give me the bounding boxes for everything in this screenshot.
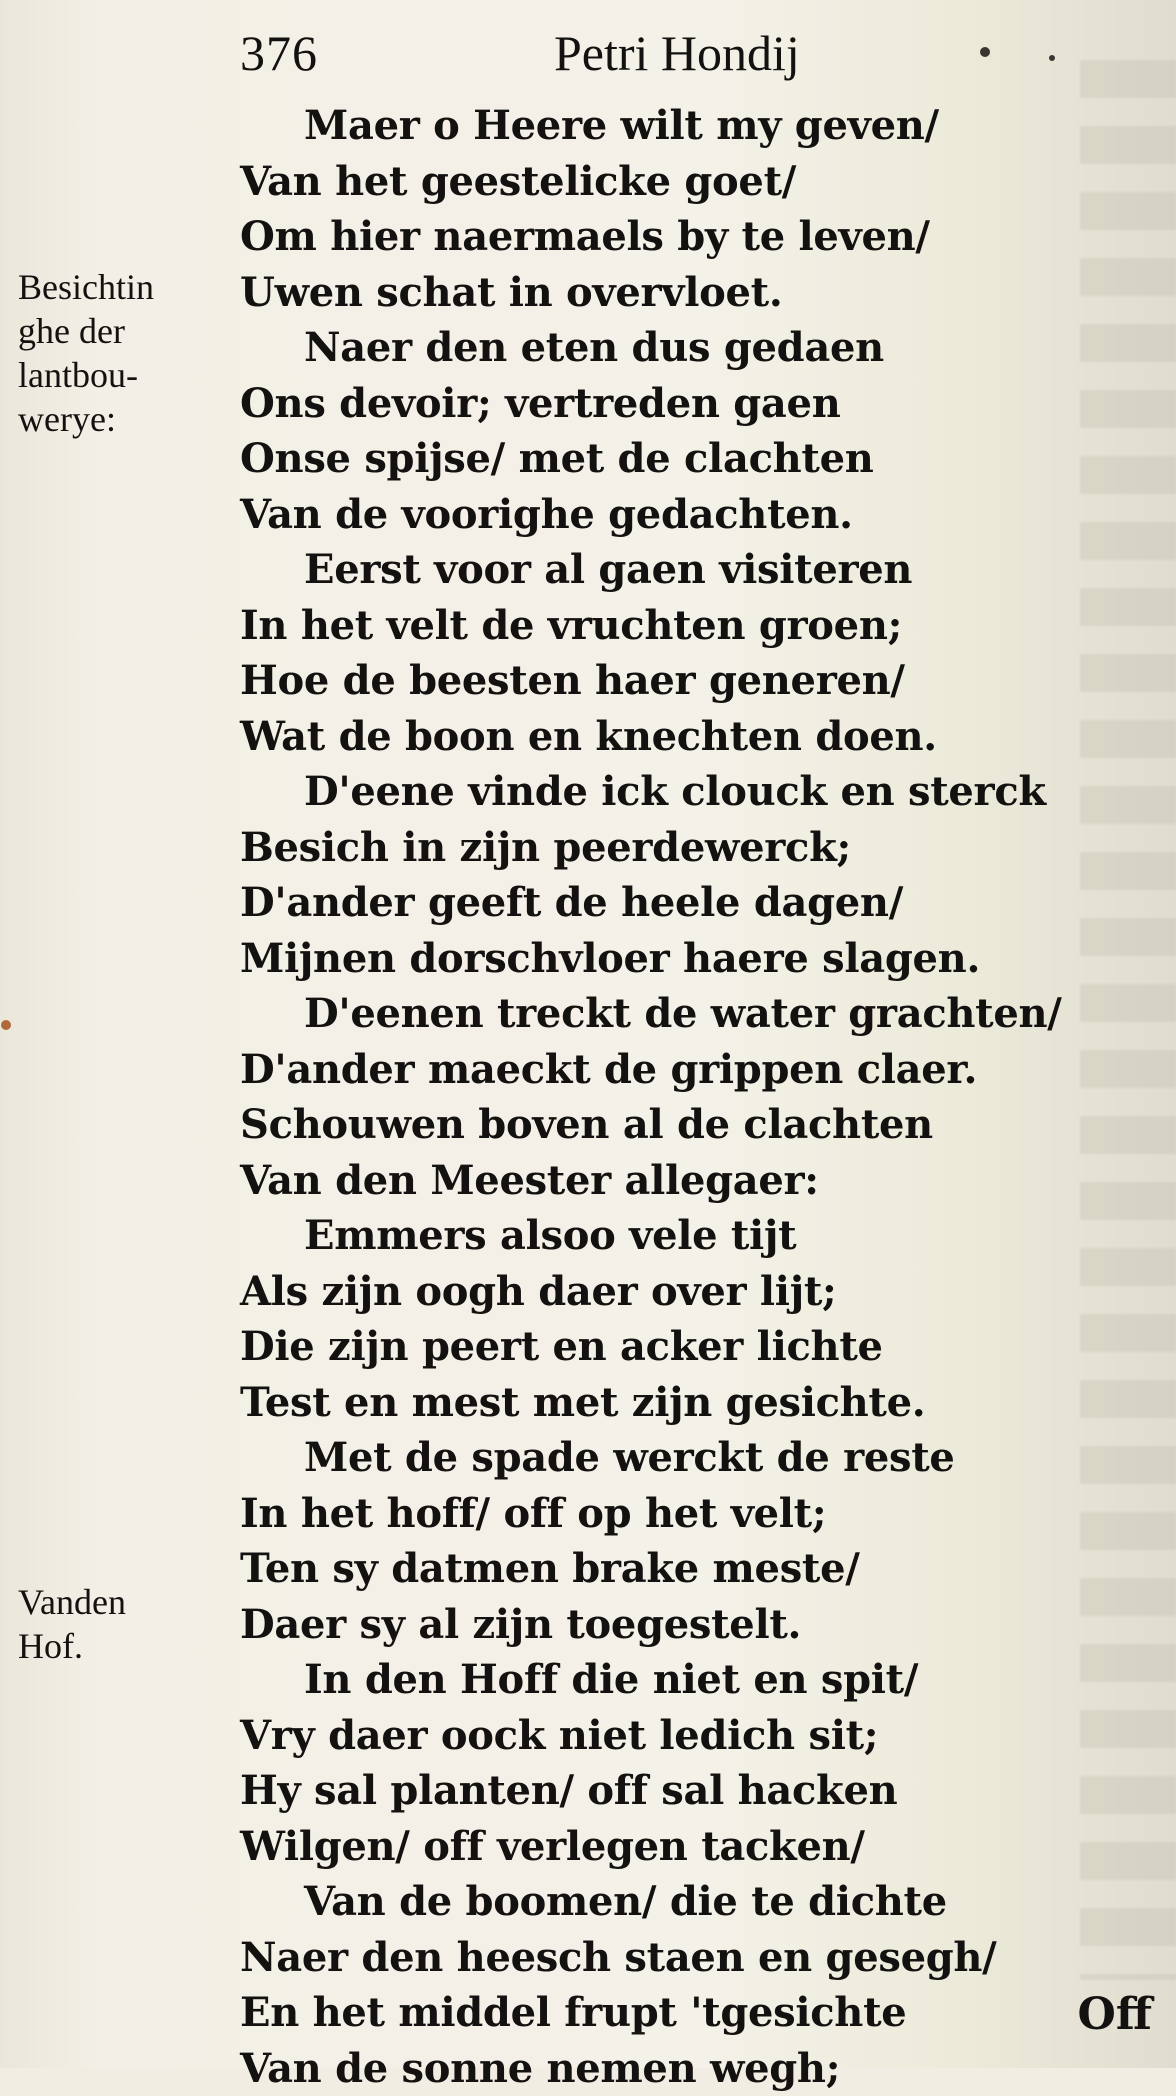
verse-line: D'eene vinde ick clouck en sterck [240,764,1100,820]
catchword: Off [1078,1989,1152,2040]
verse-line: Uwen schat in overvloet. [240,265,1100,321]
verse-line: D'eenen treckt de water grachten/ [240,986,1100,1042]
verse-line: Die zijn peert en acker lichte [240,1319,1100,1375]
margin-note-garden: Vanden Hof. [18,1580,126,1668]
verse-line: Maer o Heere wilt my geven/ [240,98,1100,154]
verse-line: Schouwen boven al de clachten [240,1097,1100,1153]
page-number: 376 [240,24,318,82]
verse-line: Ons devoir; vertreden gaen [240,376,1100,432]
running-title: Petri Hondij [554,24,800,82]
verse-line: In het velt de vruchten groen; [240,598,1100,654]
verse-line: Daer sy al zijn toegestelt. [240,1597,1100,1653]
verse-line: Van de voorighe gedachten. [240,487,1100,543]
verse-line: Van de sonne nemen wegh; [240,2041,1100,2096]
verse-line: Emmers alsoo vele tijt [240,1208,1100,1264]
verse-line: Wat de boon en knechten doen. [240,709,1100,765]
verse-line: Onse spijse/ met de clachten [240,431,1100,487]
verse-line: Hoe de beesten haer generen/ [240,653,1100,709]
verse-block [240,98,1100,2096]
verse-line: Hy sal planten/ off sal hacken [240,1763,1100,1819]
margin-note-inspection: Besichtin ghe der lantbou- werye: [18,265,154,441]
verse-line: Ten sy datmen brake meste/ [240,1541,1100,1597]
page-header [240,20,1070,90]
verse-line: Naer den heesch staen en gesegh/ [240,1930,1100,1986]
verse-line: D'ander geeft de heele dagen/ [240,875,1100,931]
verse-line: Vry daer oock niet ledich sit; [240,1708,1100,1764]
verse-line: D'ander maeckt de grippen claer. [240,1042,1100,1098]
verse-line: Van den Meester allegaer: [240,1153,1100,1209]
verse-line: Test en mest met zijn gesichte. [240,1375,1100,1431]
verse-line: In het hoff/ off op het velt; [240,1486,1100,1542]
verse-line: Besich in zijn peerdewerck; [240,820,1100,876]
verse-line: Van de boomen/ die te dichte [240,1874,1100,1930]
verse-line: Naer den eten dus gedaen [240,320,1100,376]
verse-line: Als zijn oogh daer over lijt; [240,1264,1100,1320]
verse-line: Wilgen/ off verlegen tacken/ [240,1819,1100,1875]
verse-line: Eerst voor al gaen visiteren [240,542,1100,598]
verse-line: In den Hoff die niet en spit/ [240,1652,1100,1708]
verse-line: Van het geestelicke goet/ [240,154,1100,210]
verse-line: Mijnen dorschvloer haere slagen. [240,931,1100,987]
verse-line: Met de spade werckt de reste [240,1430,1100,1486]
verse-line: Om hier naermaels by te leven/ [240,209,1100,265]
verse-line: En het middel frupt 'tgesichte [240,1985,1100,2041]
